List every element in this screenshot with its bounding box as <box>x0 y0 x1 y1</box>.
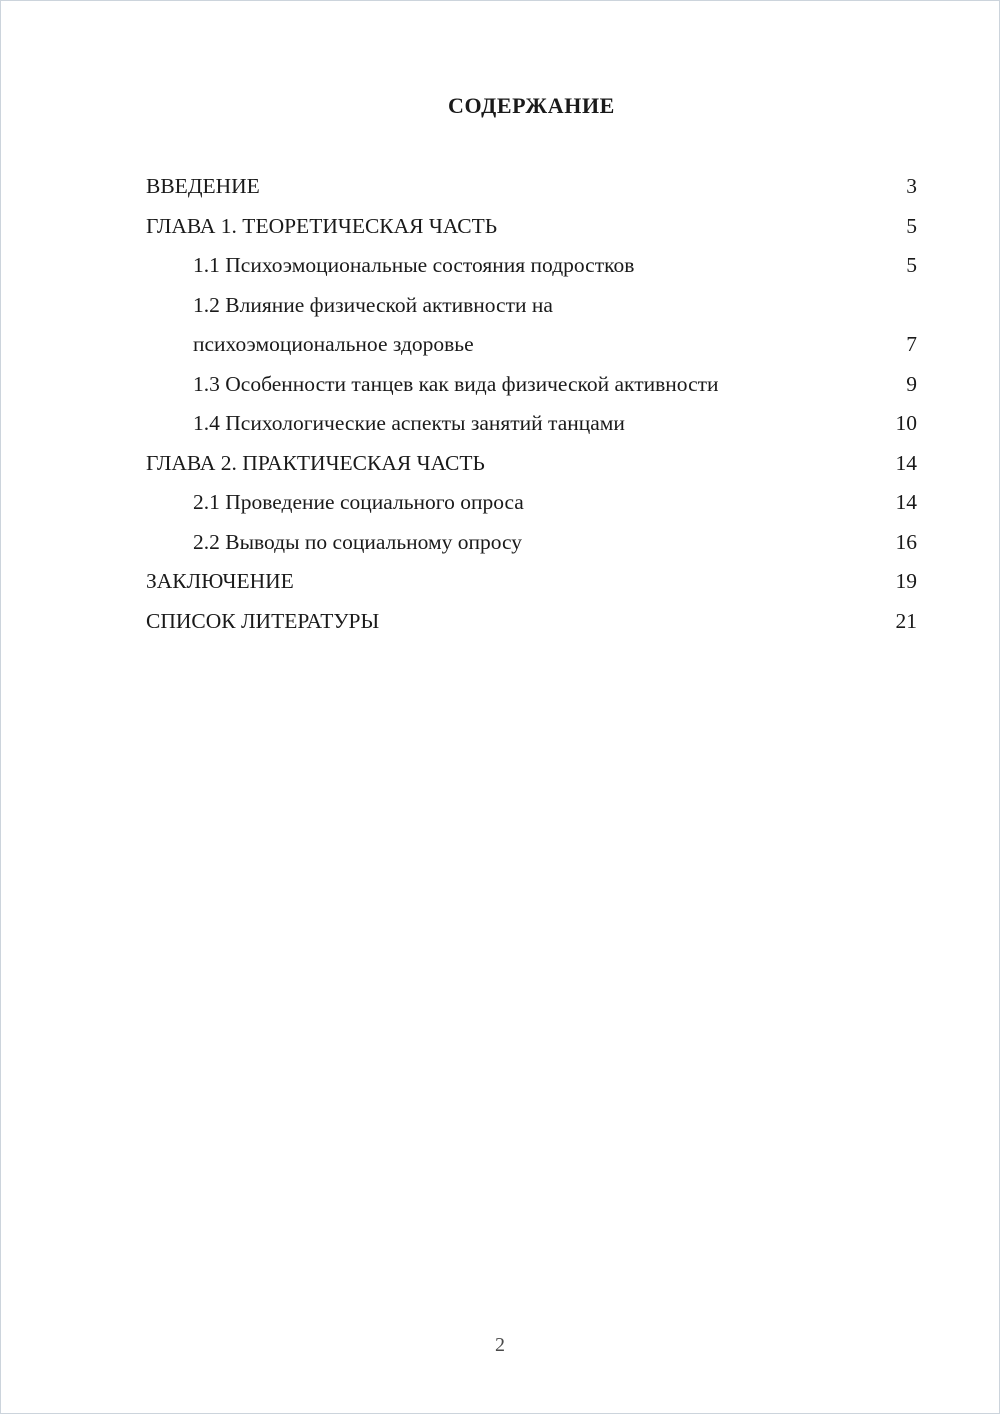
toc-entry <box>146 404 917 444</box>
toc-entry-label <box>146 483 876 523</box>
toc-entry-label <box>146 444 876 484</box>
toc-entry-line: 1.1 Психоэмоциональные состояния подростков <box>193 253 635 277</box>
toc-entry-page: 16 <box>895 529 917 554</box>
toc-entry-line: психоэмоциональное здоровье <box>193 332 474 356</box>
toc-entry-page: 14 <box>895 490 917 514</box>
toc-list <box>146 167 917 641</box>
toc-entry <box>146 286 917 365</box>
toc-entry <box>146 167 917 207</box>
toc-entry-line: 1.4 Психологические аспекты занятий танцами <box>193 411 625 435</box>
toc-entry-line: 1.2 Влияние физической активности на <box>193 292 553 317</box>
page-title: СОДЕРЖАНИЕ <box>448 93 615 118</box>
toc-entry-label <box>146 286 886 365</box>
toc-entry-label <box>146 246 886 286</box>
toc-entry <box>146 246 917 286</box>
toc-entry <box>146 562 917 602</box>
toc-entry-label <box>146 365 886 405</box>
toc-entry-page: 10 <box>895 411 917 435</box>
toc-entry <box>146 207 917 247</box>
toc-entry <box>146 602 917 642</box>
toc-entry <box>146 444 917 484</box>
toc-entry-page: 5 <box>906 253 917 277</box>
toc-entry-line: ГЛАВА 2. ПРАКТИЧЕСКАЯ ЧАСТЬ <box>146 450 485 475</box>
toc-entry-label <box>146 167 886 207</box>
footer-page-number: 2 <box>495 1334 505 1356</box>
toc-entry-label <box>146 602 876 642</box>
toc-entry <box>146 365 917 405</box>
toc-entry-label <box>146 523 876 563</box>
toc-entry-page: 19 <box>895 569 917 593</box>
toc-entry-line: ГЛАВА 1. ТЕОРЕТИЧЕСКАЯ ЧАСТЬ <box>146 213 498 238</box>
toc-entry-line: 2.1 Проведение социального опроса <box>193 490 524 514</box>
toc-entry <box>146 523 917 563</box>
toc-entry-page: 5 <box>906 213 917 238</box>
toc-entry-line: ВВЕДЕНИЕ <box>146 174 260 198</box>
toc-entry-page: 9 <box>906 371 917 396</box>
toc-entry-page: 3 <box>906 174 917 198</box>
toc-entry-label <box>146 404 876 444</box>
toc-entry-page: 21 <box>895 608 917 633</box>
toc-entry-line: 1.3 Особенности танцев как вида физической активности <box>193 371 719 396</box>
toc-entry-line: ЗАКЛЮЧЕНИЕ <box>146 569 294 593</box>
toc-entry-label <box>146 207 886 247</box>
toc-entry-page: 7 <box>906 332 917 356</box>
toc-entry <box>146 483 917 523</box>
toc-entry-line: 2.2 Выводы по социальному опросу <box>193 529 523 554</box>
page-content <box>1 1 999 641</box>
toc-entry-line: СПИСОК ЛИТЕРАТУРЫ <box>146 608 380 633</box>
toc-entry-page: 14 <box>895 450 917 475</box>
toc-entry-label <box>146 562 876 602</box>
